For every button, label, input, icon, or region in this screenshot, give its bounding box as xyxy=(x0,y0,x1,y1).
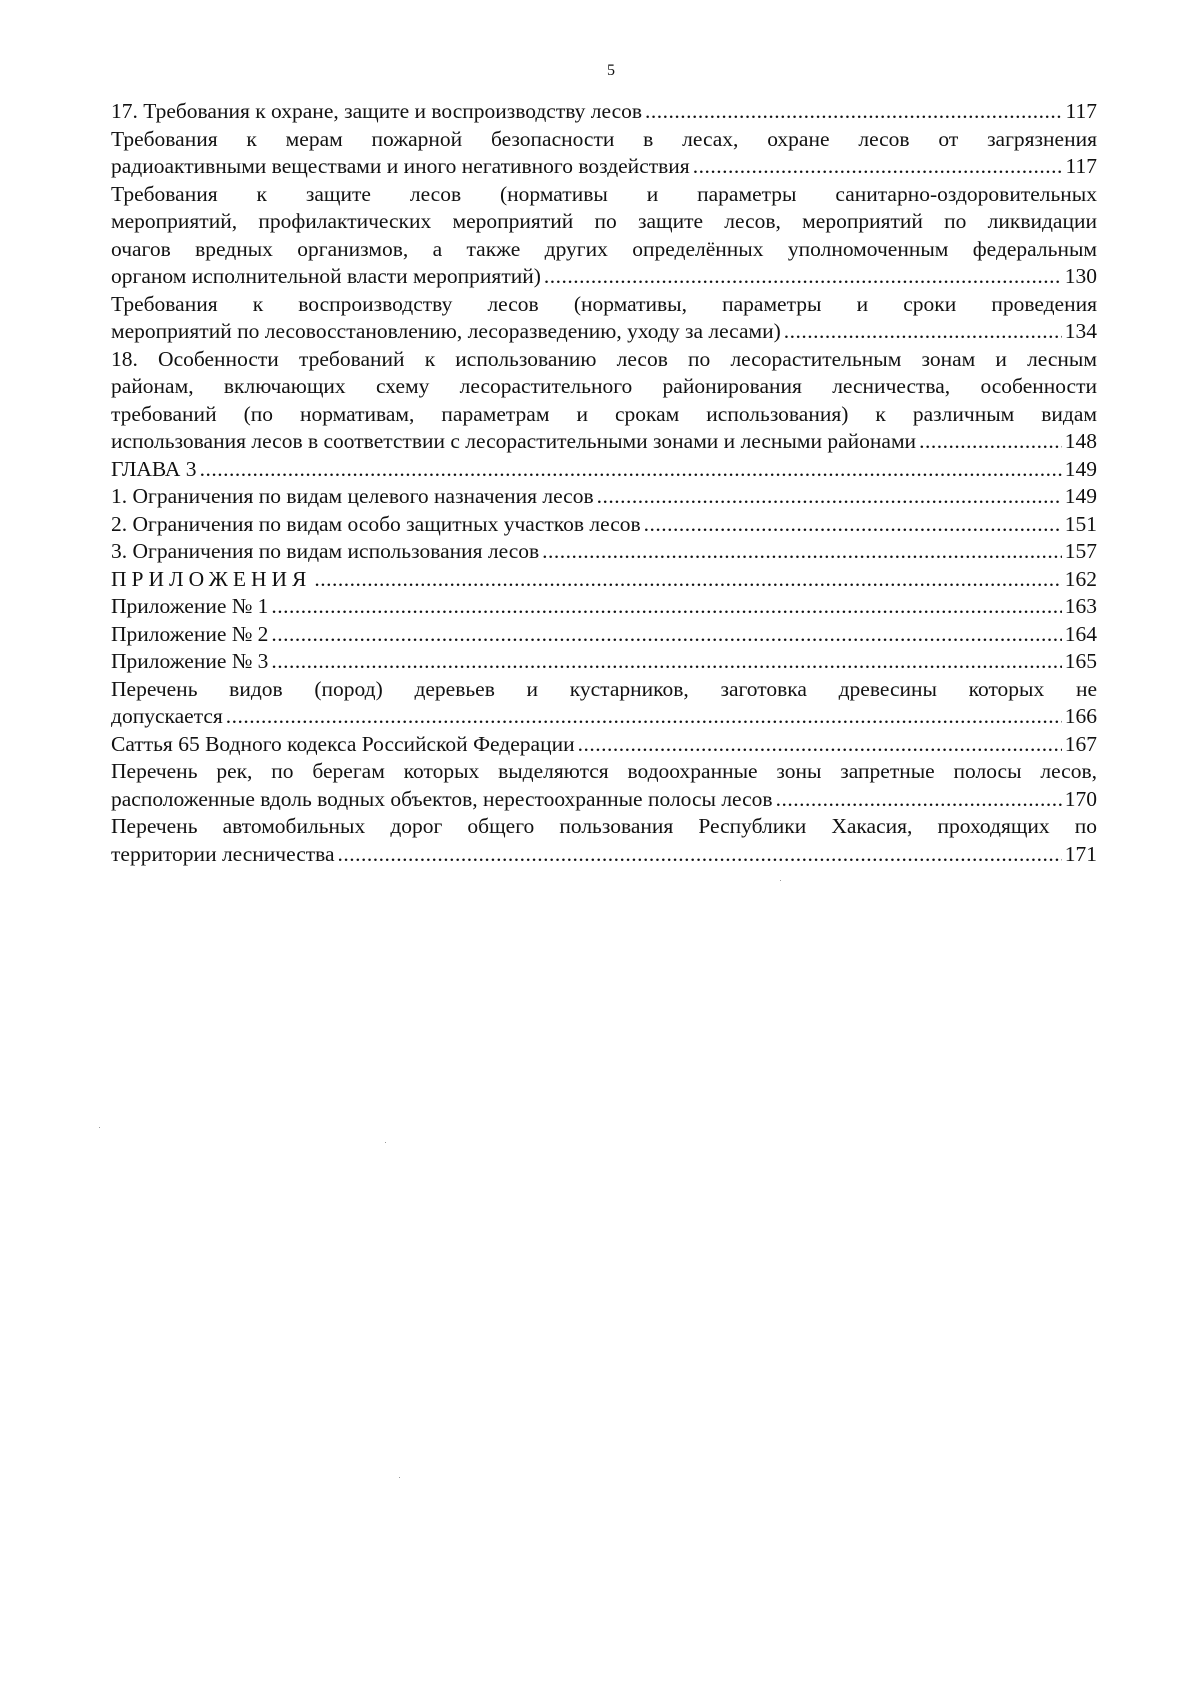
toc-page-number: 157 xyxy=(1064,539,1097,563)
toc-entry xyxy=(111,621,1097,649)
toc-page-number: 151 xyxy=(1064,511,1097,536)
toc-entry-title: 17. Требования к охране, защите и воспроизводству лесов xyxy=(111,99,643,123)
dot-leader xyxy=(271,593,1061,621)
dot-leader xyxy=(919,428,1062,456)
dot-leader xyxy=(338,841,1062,869)
toc-entry-title: 3. Ограничения по видам использования лесов xyxy=(111,539,540,563)
toc-entry-last-line xyxy=(111,428,1097,456)
toc-entry-text-line: Требования к воспроизводству лесов (нормативы, параметры и сроки проведения xyxy=(111,291,1097,316)
toc-entry-last-line xyxy=(111,456,1097,484)
toc-entry-text-line: очагов вредных организмов, а также других определённых уполномоченным федеральным xyxy=(111,236,1097,261)
toc-entry xyxy=(111,126,1097,181)
toc-page-number: 164 xyxy=(1064,621,1097,646)
dot-leader xyxy=(314,566,1061,594)
toc-entry-last-line xyxy=(111,153,1097,181)
toc-entry xyxy=(111,676,1097,731)
toc-entry-last-line xyxy=(111,318,1097,346)
toc-entry-last-line xyxy=(111,621,1097,649)
toc-entry xyxy=(111,98,1097,126)
toc-entry-text-line: требований (по нормативам, параметрам и срокам использования) к различным видам xyxy=(111,401,1097,426)
scan-speck xyxy=(780,880,781,881)
toc-entry xyxy=(111,813,1097,868)
toc-entry-title: Приложение № 1 xyxy=(111,594,269,618)
toc-entry-title: ГЛАВА 3 xyxy=(111,456,197,481)
toc-entry-title: Приложение № 2 xyxy=(111,621,269,646)
dot-leader xyxy=(693,153,1063,181)
scan-speck xyxy=(385,1142,386,1143)
toc-entry-text-line: 18. Особенности требований к использованию лесов по лесорастительным зонам и лесным xyxy=(111,346,1097,371)
toc-entry-last-line xyxy=(111,566,1097,594)
page-number: 5 xyxy=(607,62,615,79)
toc-page-number: 117 xyxy=(1065,99,1097,123)
dot-leader xyxy=(544,263,1062,291)
toc-entry-title: допускается xyxy=(111,704,223,728)
toc-entry xyxy=(111,483,1097,511)
toc-page-number: 167 xyxy=(1064,731,1097,756)
dot-leader xyxy=(578,731,1062,759)
toc-entry-title: мероприятий по лесовосстановлению, лесоразведению, уходу за лесами) xyxy=(111,319,781,343)
dot-leader xyxy=(271,621,1061,649)
toc-entry-last-line xyxy=(111,841,1097,869)
toc-page-number: 166 xyxy=(1064,704,1097,728)
toc-page-number: 134 xyxy=(1064,319,1097,343)
toc-page-number: 149 xyxy=(1064,456,1097,481)
toc-entry xyxy=(111,511,1097,539)
toc-entry-title: Приложение № 3 xyxy=(111,649,269,673)
toc-entry-title: Саттья 65 Водного кодекса Российской Федерации xyxy=(111,731,575,756)
toc-page-number: 170 xyxy=(1064,786,1097,811)
toc-entry-text-line: мероприятий, профилактических мероприятий по защите лесов, мероприятий по ликвидации xyxy=(111,209,1097,233)
toc-entry-last-line xyxy=(111,648,1097,676)
toc-entry-text-line: Перечень рек, по берегам которых выделяются водоохранные зоны запретные полосы лесов, xyxy=(111,759,1097,783)
toc-entry-title: 2. Ограничения по видам особо защитных участков лесов xyxy=(111,511,641,536)
toc-page-number: 117 xyxy=(1065,154,1097,178)
dot-leader xyxy=(226,703,1062,731)
toc-entry-last-line xyxy=(111,593,1097,621)
toc-entry xyxy=(111,181,1097,291)
toc-page-number: 171 xyxy=(1064,841,1097,866)
dot-leader xyxy=(271,648,1061,676)
toc-entry xyxy=(111,291,1097,346)
scan-speck xyxy=(99,1127,100,1128)
toc-entry xyxy=(111,758,1097,813)
toc-entry-title: органом исполнительной власти мероприятий) xyxy=(111,264,541,288)
toc-entry-text-line: Перечень видов (пород) деревьев и кустарников, заготовка древесины которых не xyxy=(111,676,1097,701)
toc-page-number: 130 xyxy=(1064,264,1097,288)
toc-entry xyxy=(111,648,1097,676)
dot-leader xyxy=(644,511,1062,539)
scan-speck xyxy=(399,1477,400,1478)
toc-entry-last-line xyxy=(111,703,1097,731)
toc-entry-title: 1. Ограничения по видам целевого назначения лесов xyxy=(111,484,594,508)
toc-entry-title: расположенные вдоль водных объектов, нерестоохранные полосы лесов xyxy=(111,786,773,811)
toc-entry xyxy=(111,731,1097,759)
toc-entry-last-line xyxy=(111,786,1097,814)
toc-entry-last-line xyxy=(111,511,1097,539)
toc-entry-title: использования лесов в соответствии с лесорастительными зонами и лесными районами xyxy=(111,429,917,453)
toc-entry xyxy=(111,593,1097,621)
toc-page-number: 148 xyxy=(1064,429,1097,453)
toc-entry-title: территории лесничества xyxy=(111,841,335,866)
dot-leader xyxy=(200,456,1062,484)
toc-entry-last-line xyxy=(111,483,1097,511)
toc-entry-text-line: районам, включающих схему лесорастительного районирования лесничества, особенности xyxy=(111,374,1097,398)
toc-page-number: 162 xyxy=(1064,566,1097,591)
toc-entry-title: радиоактивными веществами и иного негативного воздействия xyxy=(111,154,690,178)
toc-page-number: 165 xyxy=(1064,649,1097,673)
toc-entry-last-line xyxy=(111,538,1097,566)
dot-leader xyxy=(542,538,1062,566)
toc-entry-text-line: Перечень автомобильных дорог общего пользования Республики Хакасия, проходящих по xyxy=(111,814,1097,838)
toc-entry-last-line xyxy=(111,263,1097,291)
toc-entry-text-line: Требования к мерам пожарной безопасности в лесах, охране лесов от загрязнения xyxy=(111,126,1097,151)
toc-entry xyxy=(111,566,1097,594)
toc-entry xyxy=(111,538,1097,566)
toc-entry xyxy=(111,456,1097,484)
dot-leader xyxy=(784,318,1062,346)
toc-entry xyxy=(111,346,1097,456)
dot-leader xyxy=(645,98,1063,126)
table-of-contents xyxy=(111,98,1097,868)
toc-entry-last-line xyxy=(111,98,1097,126)
toc-page-number: 163 xyxy=(1064,594,1097,618)
toc-entry-title: ПРИЛОЖЕНИЯ xyxy=(111,566,312,591)
dot-leader xyxy=(597,483,1062,511)
toc-page-number: 149 xyxy=(1064,484,1097,508)
toc-entry-last-line xyxy=(111,731,1097,759)
dot-leader xyxy=(776,786,1062,814)
toc-entry-text-line: Требования к защите лесов (нормативы и параметры санитарно-оздоровительных xyxy=(111,181,1097,206)
